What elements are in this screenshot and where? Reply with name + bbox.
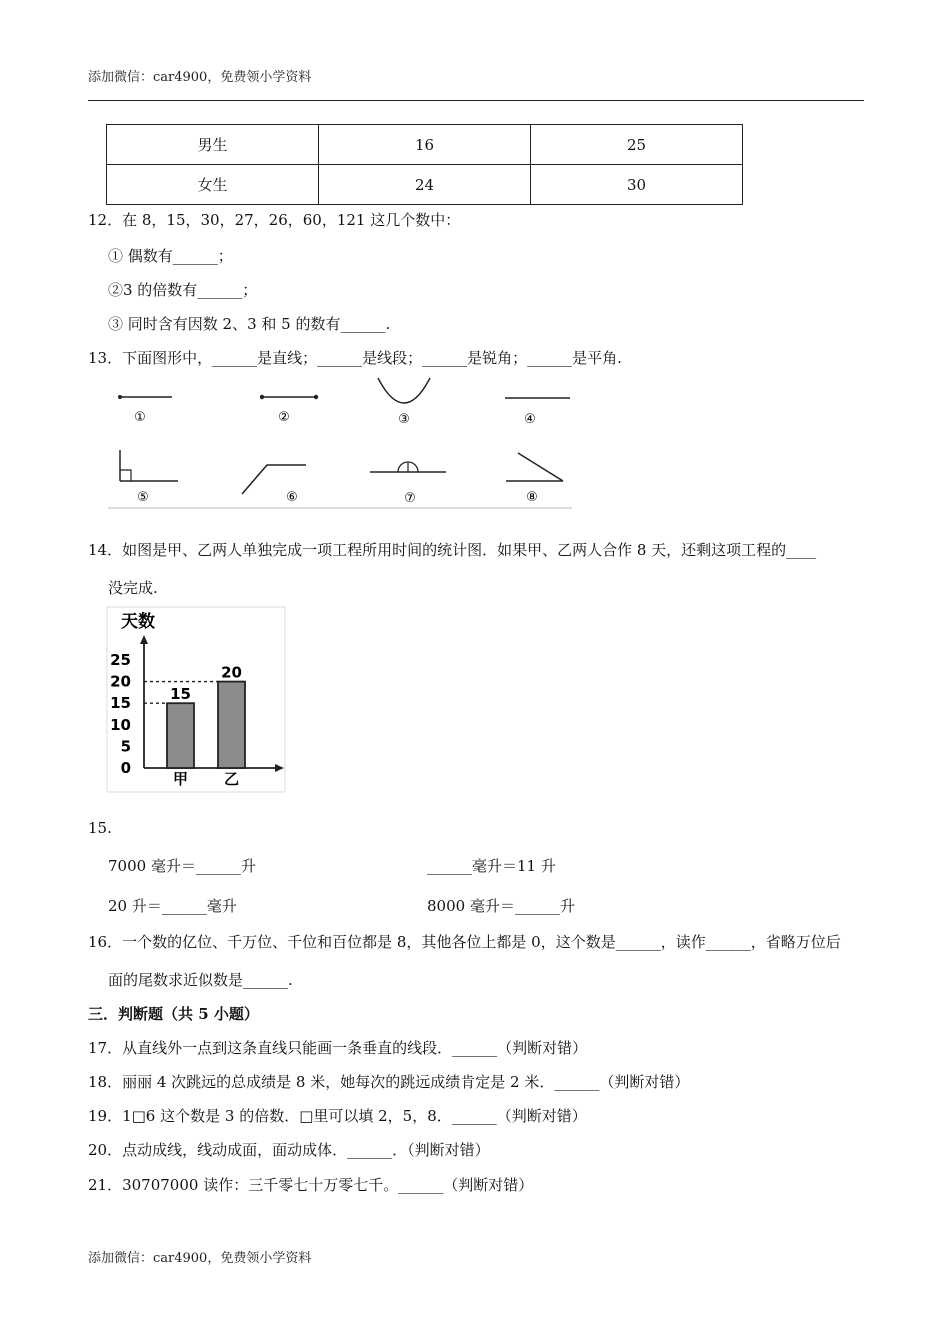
table-row xyxy=(107,125,743,165)
question-20: 20．点动成线，线动成面，面动成体．______．（判断对错） xyxy=(88,1141,490,1159)
figure-label: ⑧ xyxy=(526,490,538,505)
figure-label: ④ xyxy=(524,412,536,427)
bar-chart xyxy=(107,607,287,794)
question-12-part-1: ① 偶数有______； xyxy=(108,247,233,265)
figure-7 xyxy=(370,462,446,506)
figure-label: ⑤ xyxy=(137,490,149,505)
figure-6 xyxy=(242,465,306,505)
footer-text: 添加微信：car4900，免费领小学资料 xyxy=(88,1251,312,1266)
question-16-line-2: 面的尾数求近似数是______. xyxy=(108,971,293,989)
y-tick-label: 20 xyxy=(110,672,131,691)
figure-3 xyxy=(378,378,430,427)
chart-frame xyxy=(107,607,285,792)
x-category-label: 甲 xyxy=(172,770,189,788)
question-15-c: 20 升＝______毫升 xyxy=(108,897,237,915)
figure-label: ⑥ xyxy=(286,490,298,505)
figure-2 xyxy=(260,395,318,425)
bar-data-label: 20 xyxy=(221,663,242,682)
question-15-d: 8000 毫升＝______升 xyxy=(427,897,575,915)
question-18: 18．丽丽 4 次跳远的总成绩是 8 米，她每次的跳远成绩肯定是 2 米．______（判断对错） xyxy=(88,1073,690,1091)
question-14-stem: 14．如图是甲、乙两人单独完成一项工程所用时间的统计图．如果甲、乙两人合作 8 天，还剩这项工程的____ xyxy=(88,541,817,559)
question-15-b: ______毫升＝11 升 xyxy=(427,857,556,875)
y-tick-label: 5 xyxy=(120,737,131,756)
table-cell: 25 xyxy=(531,125,743,165)
question-15-a: 7000 毫升＝______升 xyxy=(108,857,256,875)
table-cell: 16 xyxy=(319,125,531,165)
figure-label: ① xyxy=(134,410,146,425)
question-15-number: 15. xyxy=(88,819,112,837)
bar-2 xyxy=(218,682,245,768)
y-tick-label: 0 xyxy=(120,759,131,777)
bar-data-label: 15 xyxy=(170,685,191,704)
header-text: 添加微信：car4900，免费领小学资料 xyxy=(88,70,312,85)
figure-8 xyxy=(506,453,563,505)
chart-ylabel: 天数 xyxy=(121,612,155,632)
section-3-title: 三．判断题（共 5 小题） xyxy=(88,1005,259,1023)
table-cell: 30 xyxy=(531,165,743,205)
y-tick-label: 10 xyxy=(110,715,131,734)
table-cell: 女生 xyxy=(107,165,319,205)
question-12-stem: 12．在 8，15，30，27，26，60，121 这几个数中： xyxy=(88,211,461,229)
y-tick-label: 25 xyxy=(110,651,131,669)
figure-1 xyxy=(118,395,172,425)
question-14-stem-cont: 没完成. xyxy=(108,579,158,597)
question-17: 17．从直线外一点到这条直线只能画一条垂直的线段．______（判断对错） xyxy=(88,1039,588,1057)
score-table xyxy=(106,124,743,205)
question-19: 19．1□6 这个数是 3 的倍数．□里可以填 2，5，8．______（判断对错） xyxy=(88,1107,587,1125)
figure-5 xyxy=(120,450,178,505)
header-divider xyxy=(88,100,864,101)
figure-label: ⑦ xyxy=(404,491,416,506)
figure-label: ② xyxy=(278,410,290,425)
table-row xyxy=(107,165,743,205)
x-category-label: 乙 xyxy=(223,770,240,788)
bar-1 xyxy=(167,703,194,768)
figure-label: ③ xyxy=(398,412,410,427)
question-12-part-2: ②3 的倍数有______； xyxy=(108,281,258,299)
table-cell: 24 xyxy=(319,165,531,205)
question-13-stem: 13．下面图形中，______是直线；______是线段；______是锐角；______是平角. xyxy=(88,349,622,367)
table-cell: 男生 xyxy=(107,125,319,165)
figure-4 xyxy=(505,398,570,427)
question-12-part-3: ③ 同时含有因数 2、3 和 5 的数有______. xyxy=(108,315,391,333)
question-16-line-1: 16．一个数的亿位、千万位、千位和百位都是 8，其他各位上都是 0，这个数是______，读作______，省略万位后 xyxy=(88,933,841,951)
y-tick-label: 15 xyxy=(110,694,131,713)
question-21: 21．30707000 读作：三千零七十万零七千。______（判断对错） xyxy=(88,1176,534,1194)
